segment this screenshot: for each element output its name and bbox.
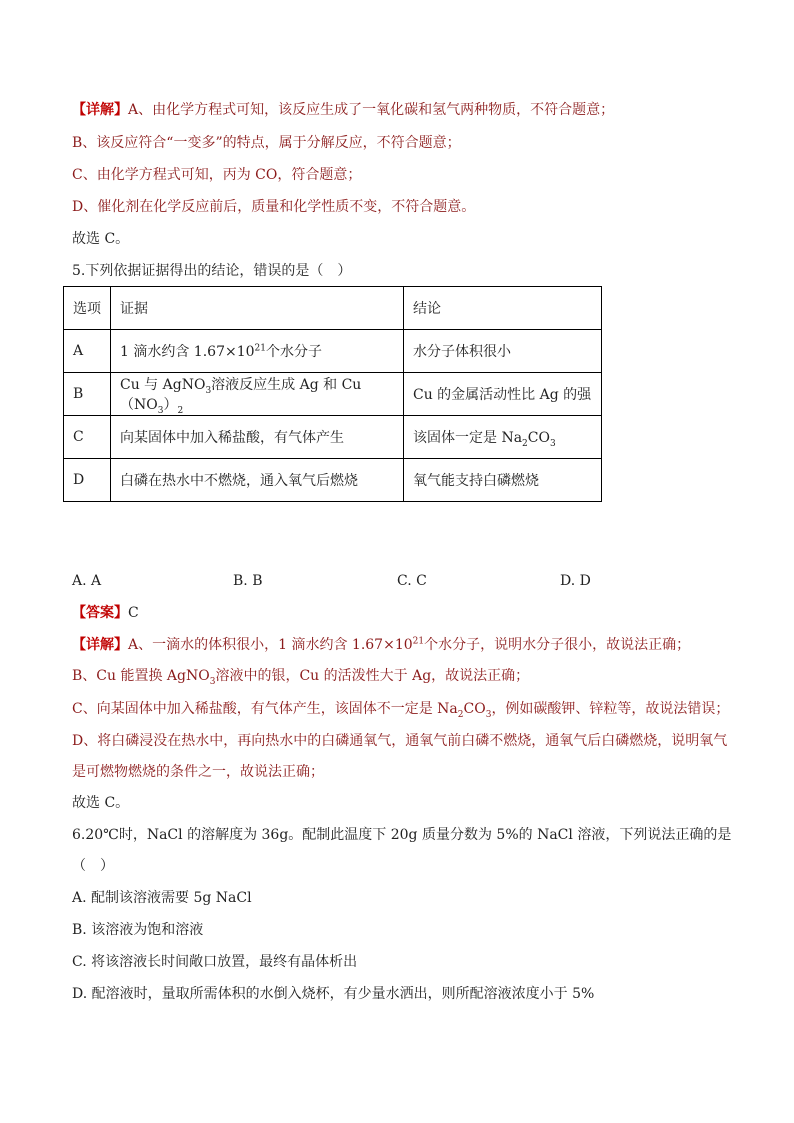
table-row <box>64 416 602 459</box>
q6-option-a: A. 配制该溶液需要 5g NaCl <box>72 890 252 906</box>
q5-analysis-line-a: 【详解】A、一滴水的体积很小，1 滴水约含 $1.67\times 10^{21}$个水分子，说明水分子很小，故说法正确； <box>72 636 691 653</box>
detail-tag: 【详解】 <box>72 637 128 653</box>
table-row <box>64 330 602 373</box>
q5-option-c: C. C <box>397 573 427 589</box>
q5-answer: 【答案】C <box>72 605 139 621</box>
table-row <box>64 373 602 416</box>
evidence-cell: Cu 与 AgNO$_3$溶液反应生成 Ag 和 $Cu(NO_3)_2$ <box>111 373 404 416</box>
q5-option-d: D. D <box>560 573 591 589</box>
option-cell: D <box>64 459 111 502</box>
q5-analysis-line-c: C、向某固体中加入稀盐酸，有气体产生，该固体不一定是 $Na_2CO_3$，例如碳酸钾、锌粒等，故说法错误； <box>72 701 730 720</box>
option-cell: C <box>64 416 111 459</box>
q6-stem-paren: （ ） <box>72 858 114 874</box>
detail-tag: 【详解】 <box>72 102 128 118</box>
q6-option-b: B. 该溶液为饱和溶液 <box>72 922 204 938</box>
table-row <box>64 459 602 502</box>
conclusion-cell: 水分子体积很小 <box>404 330 602 373</box>
evidence-cell: 向某固体中加入稀盐酸，有气体产生 <box>111 416 404 459</box>
q4-analysis-line-d: D、催化剂在化学反应前后，质量和化学性质不变，不符合题意。 <box>72 199 476 215</box>
table-header-cell: 证据 <box>111 287 404 330</box>
q4-analysis-line-b: B、该反应符合“一变多”的特点，属于分解反应，不符合题意； <box>72 135 461 151</box>
option-cell: A <box>64 330 111 373</box>
q6-option-d: D. 配溶液时，量取所需体积的水倒入烧杯，有少量水洒出，则所配溶液浓度小于 5% <box>72 986 595 1002</box>
evidence-table <box>63 286 602 502</box>
q5-analysis-line-d2: 是可燃物燃烧的条件之一，故说法正确； <box>72 764 324 780</box>
conclusion-cell: 该固体一定是 $Na_2CO_3$ <box>404 416 602 459</box>
conclusion-cell: Cu 的金属活动性比 Ag 的强 <box>404 373 602 416</box>
table-header-row <box>64 287 602 330</box>
q4-analysis-line-a: 【详解】A、由化学方程式可知，该反应生成了一氧化碳和氢气两种物质，不符合题意； <box>72 102 615 118</box>
q6-option-c: C. 将该溶液长时间敞口放置，最终有晶体析出 <box>72 954 358 970</box>
q5-stem: 5.下列依据证据得出的结论，错误的是（ ） <box>72 263 352 279</box>
q4-analysis-line-c: C、由化学方程式可知，丙为 CO，符合题意； <box>72 167 362 183</box>
conclusion-cell: 氧气能支持白磷燃烧 <box>404 459 602 502</box>
q6-stem: 6.20℃时，NaCl 的溶解度为 36g。配制此温度下 20g 质量分数为 5%的 NaCl 溶液，下列说法正确的是 <box>72 827 732 843</box>
q5-analysis-line-d1: D、将白磷浸没在热水中，再向热水中的白磷通氧气，通氧气前白磷不燃烧，通氧气后白磷燃烧，说明氧气 <box>72 733 728 749</box>
q5-analysis-line-b: B、Cu 能置换 AgNO$_3$溶液中的银，Cu 的活泼性大于 Ag，故说法正确； <box>72 668 530 687</box>
table-header-cell: 结论 <box>404 287 602 330</box>
q4-conclusion: 故选 C。 <box>72 231 130 247</box>
q5-option-a: A. A <box>72 573 102 589</box>
evidence-cell: 白磷在热水中不燃烧，通入氧气后燃烧 <box>111 459 404 502</box>
table-header-cell: 选项 <box>64 287 111 330</box>
answer-tag: 【答案】 <box>72 605 128 621</box>
q5-conclusion: 故选 C。 <box>72 795 130 811</box>
q5-option-b: B. B <box>233 573 263 589</box>
evidence-cell: 1 滴水约含 $1.67\times 10^{21}$个水分子 <box>111 330 404 373</box>
option-cell: B <box>64 373 111 416</box>
